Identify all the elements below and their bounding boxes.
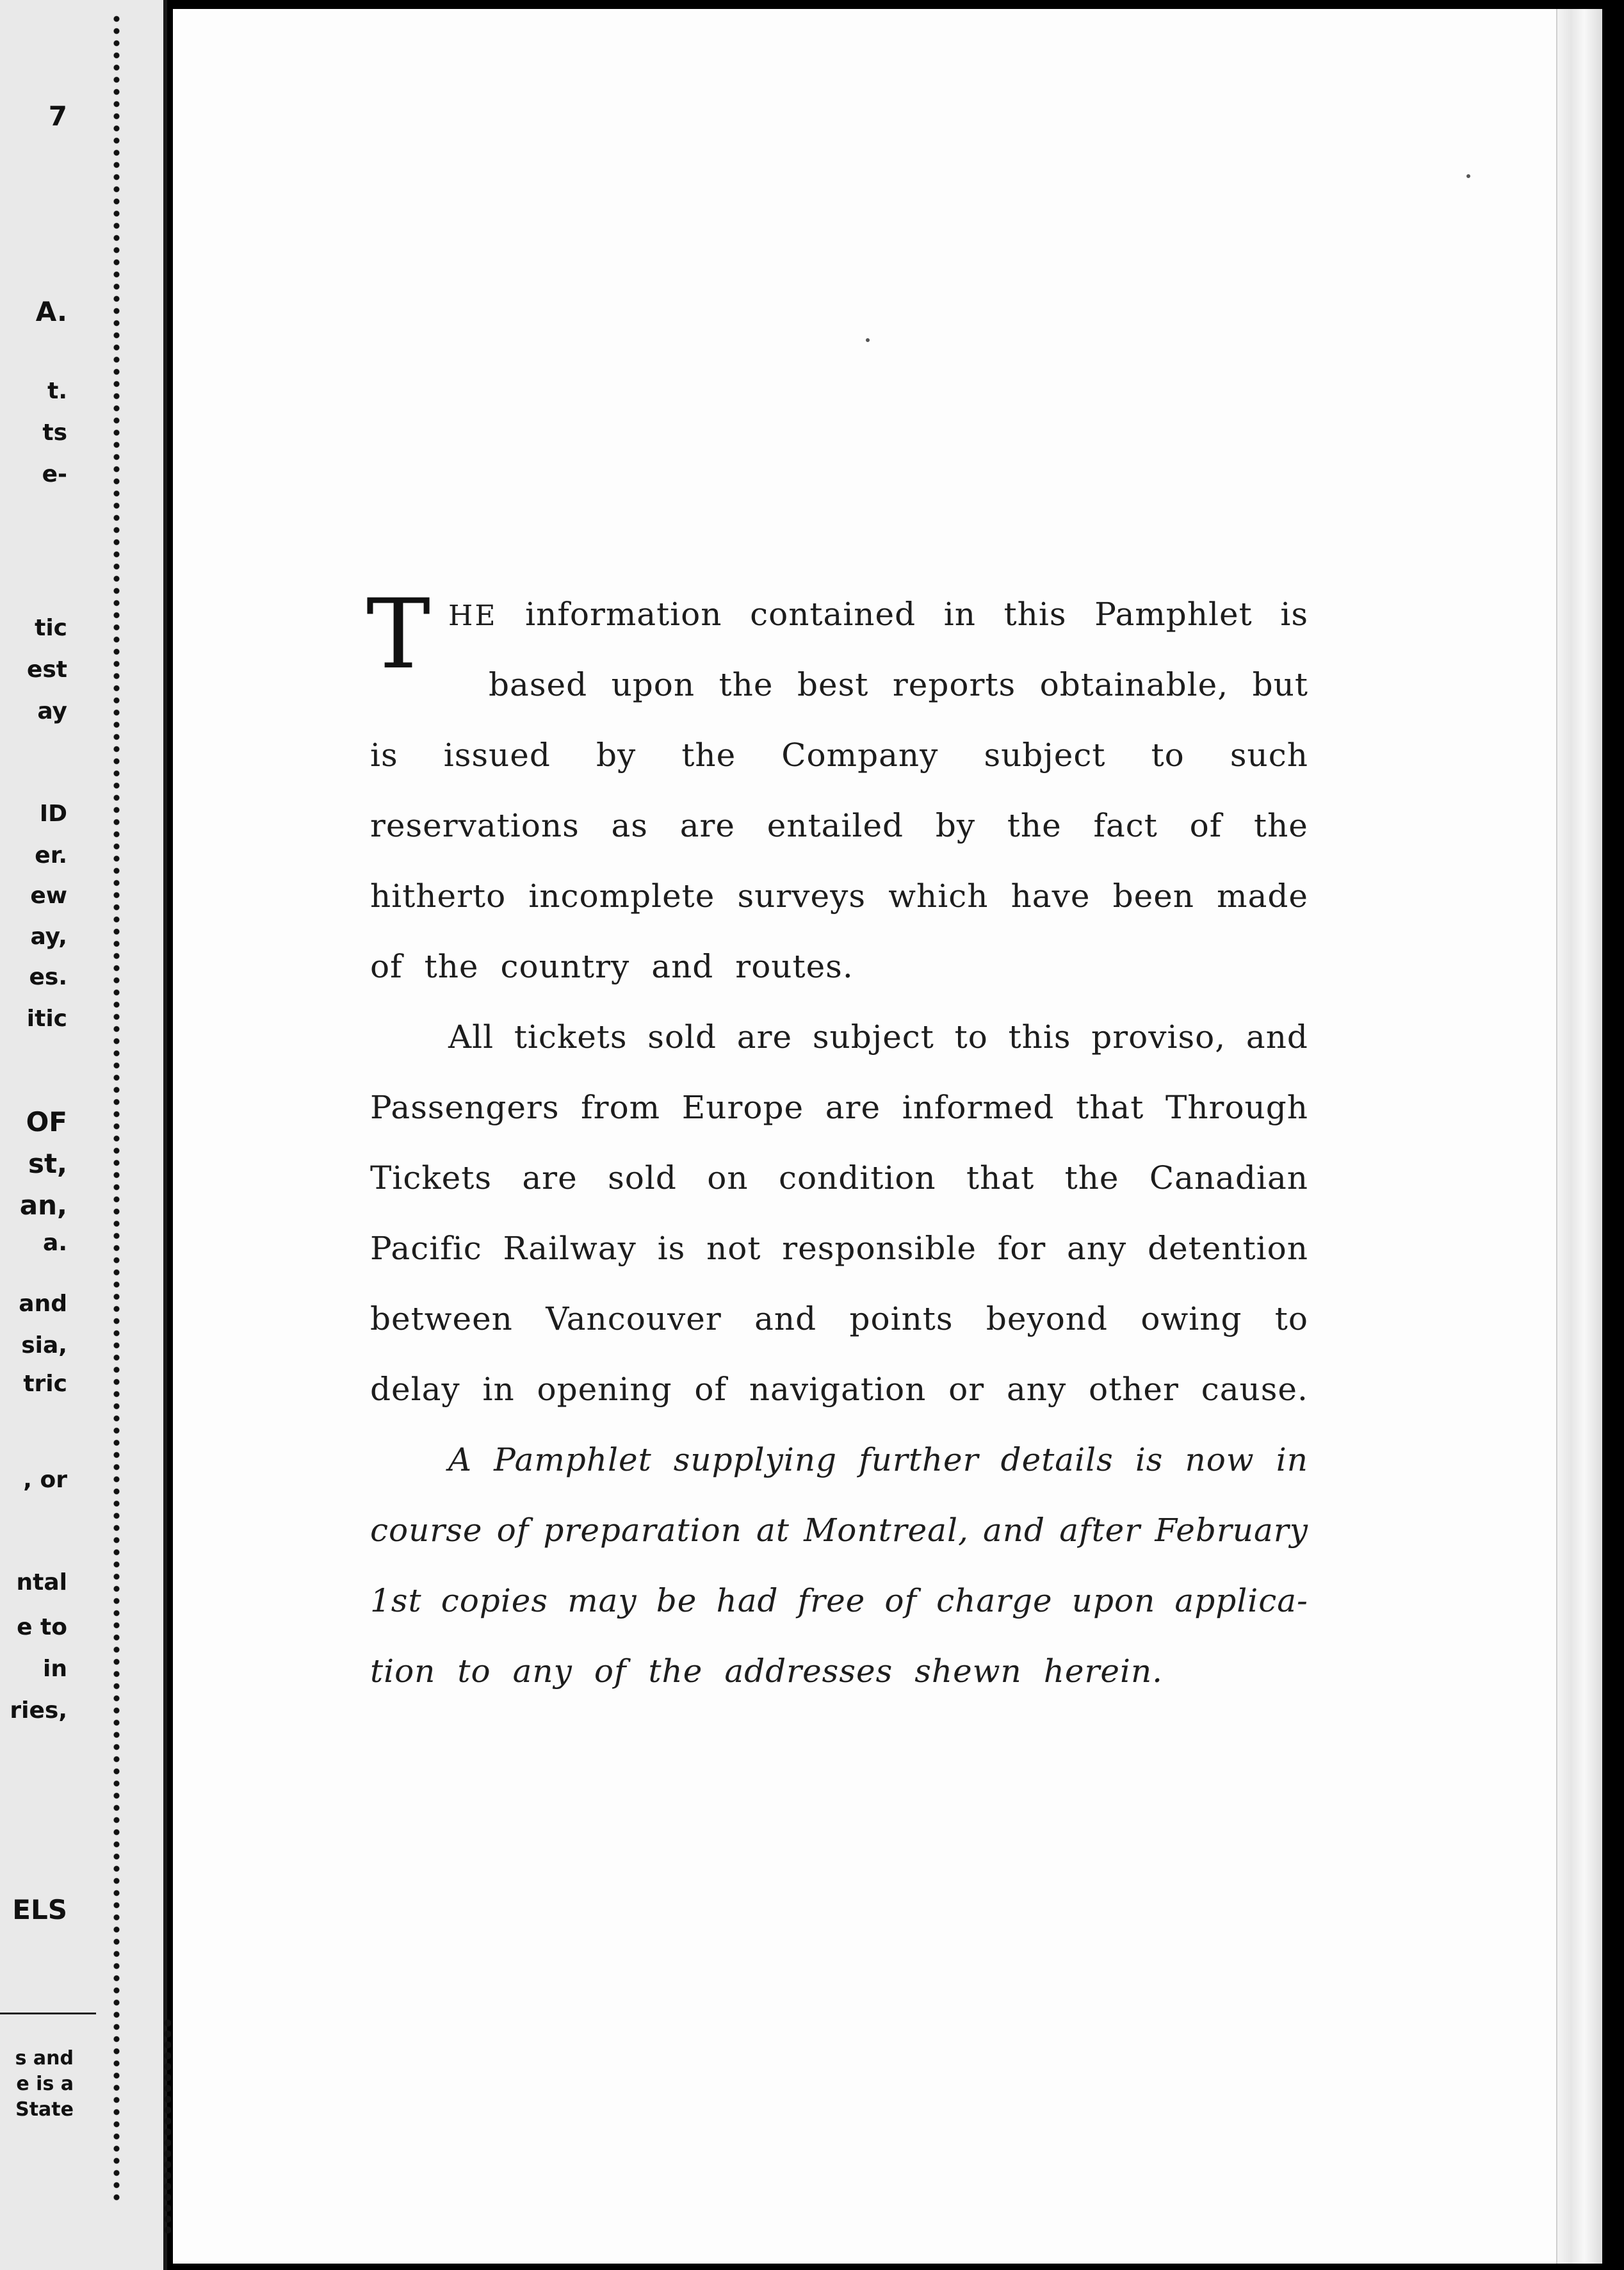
text-line [370,737,1308,807]
word: the [1254,807,1308,844]
word: are [825,1089,881,1126]
word: shewn [914,1653,1022,1690]
word: informed [902,1089,1055,1126]
word: addresses [724,1653,893,1690]
word: A [448,1441,473,1478]
word: that [1076,1089,1144,1126]
word: had [716,1582,779,1619]
word: issued [443,737,551,774]
text-line [370,1512,1308,1582]
word: Company [781,737,939,774]
word: Through [1165,1089,1308,1126]
word: are [679,807,736,844]
word: after [1059,1512,1141,1549]
word: this [1003,596,1067,633]
word: delay [370,1371,460,1408]
strip-fragment: A. [35,296,67,327]
word: based [489,666,588,703]
word: surveys [737,878,866,915]
word: country [500,948,630,985]
strip-rule [0,2013,96,2014]
word: February [1155,1512,1308,1549]
word: other [1089,1371,1179,1408]
notice-text [366,579,1308,1723]
strip-fragment: 7 [48,101,67,132]
word: in [482,1371,515,1408]
word: from [581,1089,661,1126]
strip-fragment: ay [37,698,67,724]
strip-fragment: e is a [16,2073,74,2095]
text-line [370,1371,1308,1441]
paragraph-1 [370,596,1308,1018]
strip-fragment: sia, [21,1332,67,1359]
word: in [1276,1441,1308,1478]
word: between [370,1300,513,1337]
word: to [1151,737,1185,774]
word: now [1185,1441,1255,1478]
text-line [370,666,1308,737]
strip-fragment: itic [26,1006,67,1032]
strip-fragment: e- [42,461,67,487]
text-line [370,807,1308,878]
word: by [935,807,976,844]
word: any [1067,1230,1127,1267]
word: condition [778,1159,936,1196]
strip-fragment: State [15,2098,74,2121]
word: preparation [543,1512,742,1549]
page-edge-stack [1556,9,1602,2264]
strip-fragment: an, [19,1189,67,1221]
word: detention [1148,1230,1308,1267]
word: entailed [767,807,904,844]
word: Pacific [370,1230,482,1267]
strip-fragment: st, [28,1148,67,1179]
strip-fragment: est [26,657,67,683]
word: is [1135,1441,1164,1478]
word: cause. [1201,1371,1308,1408]
word: is [657,1230,686,1267]
word: and [651,948,714,985]
word: of [594,1653,627,1690]
word: of [694,1371,727,1408]
drop-cap: T [366,579,431,690]
text-line [370,1089,1308,1159]
text-line [370,1653,1308,1723]
word: hitherto [370,878,507,915]
word: of [1189,807,1222,844]
word: but [1252,666,1308,703]
word: made [1217,878,1308,915]
word: upon [1071,1582,1156,1619]
perforation-holes [113,13,120,2203]
word: charge [936,1582,1053,1619]
word: of [370,948,403,985]
word: proviso, [1091,1018,1226,1056]
word: by [596,737,637,774]
word: have [1011,878,1091,915]
word: HE [448,600,498,632]
word: Pamphlet [494,1441,652,1478]
word: incomplete [528,878,715,915]
word: free [797,1582,866,1619]
word: that [966,1159,1035,1196]
word: the [1064,1159,1119,1196]
word: Passengers [370,1089,560,1126]
strip-fragment: er. [35,842,67,869]
word: fact [1093,807,1158,844]
word: opening [537,1371,672,1408]
word: or [948,1371,985,1408]
text-line [370,948,1308,1018]
strip-fragment: ts [42,420,67,446]
word: on [707,1159,749,1196]
strip-fragment: s and [15,2047,74,2070]
word: Pamphlet [1094,596,1253,633]
strip-fragment: in [43,1656,67,1682]
word: subject [984,737,1106,774]
strip-fragment: OF [26,1106,67,1138]
word: tion [370,1653,436,1690]
word: Vancouver [546,1300,722,1337]
word: routes. [735,948,854,985]
word: the [719,666,774,703]
speck [1466,174,1470,178]
word: Montreal, [804,1512,969,1549]
word: sold [608,1159,677,1196]
strip-fragment: ay, [30,924,67,950]
word: navigation [749,1371,927,1408]
word: any [512,1653,572,1690]
strip-fragment: and [19,1291,67,1317]
word: the [681,737,736,774]
word: reports [892,666,1016,703]
word: this [1008,1018,1071,1056]
word: upon [611,666,695,703]
strip-fragment: ntal [16,1569,67,1596]
perforation-holes-bottom [163,2018,172,2235]
word: the [648,1653,703,1690]
word: and [983,1512,1046,1549]
text-line [370,1230,1308,1300]
word: obtainable, [1039,666,1229,703]
word: for [997,1230,1046,1267]
word: supplying [673,1441,838,1478]
word: owing [1141,1300,1242,1337]
word: details [1000,1441,1114,1478]
text-line [370,596,1308,666]
paragraph-2 [370,1018,1308,1441]
word: to [954,1018,988,1056]
word: is [1280,596,1308,633]
text-line [370,1582,1308,1653]
word: of [884,1582,917,1619]
strip-fragment: a. [43,1230,67,1256]
text-line [370,878,1308,948]
strip-fragment: es. [29,964,67,990]
strip-fragment: t. [47,378,67,404]
word: to [1274,1300,1308,1337]
word: may [567,1582,637,1619]
word: Europe [681,1089,804,1126]
strip-fragment: ELS [12,1894,67,1925]
word: All [448,1018,494,1056]
word: reservations [370,807,580,844]
word: not [706,1230,761,1267]
word: Tickets [370,1159,492,1196]
word: the [1007,807,1062,844]
word: are [736,1018,793,1056]
word: tickets [514,1018,628,1056]
word: information [525,596,722,633]
strip-fragment: ries, [10,1697,67,1724]
word: be [656,1582,697,1619]
word: at [756,1512,790,1549]
word: copies [441,1582,549,1619]
word: been [1112,878,1194,915]
strip-fragment: tic [35,615,67,641]
adjacent-page-strip [0,0,167,2270]
text-line [370,1441,1308,1512]
text-line [370,1018,1308,1089]
word: is [370,737,398,774]
paragraph-3 [370,1441,1308,1723]
word: and [1246,1018,1308,1056]
word: the [424,948,479,985]
word: of [496,1512,530,1549]
word: as [611,807,648,844]
word: best [797,666,869,703]
word: Canadian [1149,1159,1308,1196]
word: herein. [1043,1653,1164,1690]
word: beyond [986,1300,1108,1337]
word: applica- [1174,1582,1308,1619]
word: further [859,1441,979,1478]
word: such [1230,737,1308,774]
word: in [943,596,976,633]
word: and [754,1300,817,1337]
word: Railway [503,1230,637,1267]
word: contained [750,596,916,633]
word: any [1006,1371,1067,1408]
word: 1st [370,1582,422,1619]
text-line [370,1300,1308,1371]
text-line [370,1159,1308,1230]
speck [866,338,870,342]
word: responsible [782,1230,977,1267]
word: sold [647,1018,717,1056]
word: to [457,1653,491,1690]
strip-fragment: ew [30,883,67,909]
strip-fragment: e to [17,1614,67,1640]
strip-fragment: tric [23,1371,67,1397]
word: which [888,878,989,915]
word: points [849,1300,954,1337]
word: are [522,1159,578,1196]
strip-fragment: ID [39,801,67,827]
word: course [370,1512,483,1549]
strip-fragment: , or [23,1467,67,1493]
word: subject [812,1018,934,1056]
